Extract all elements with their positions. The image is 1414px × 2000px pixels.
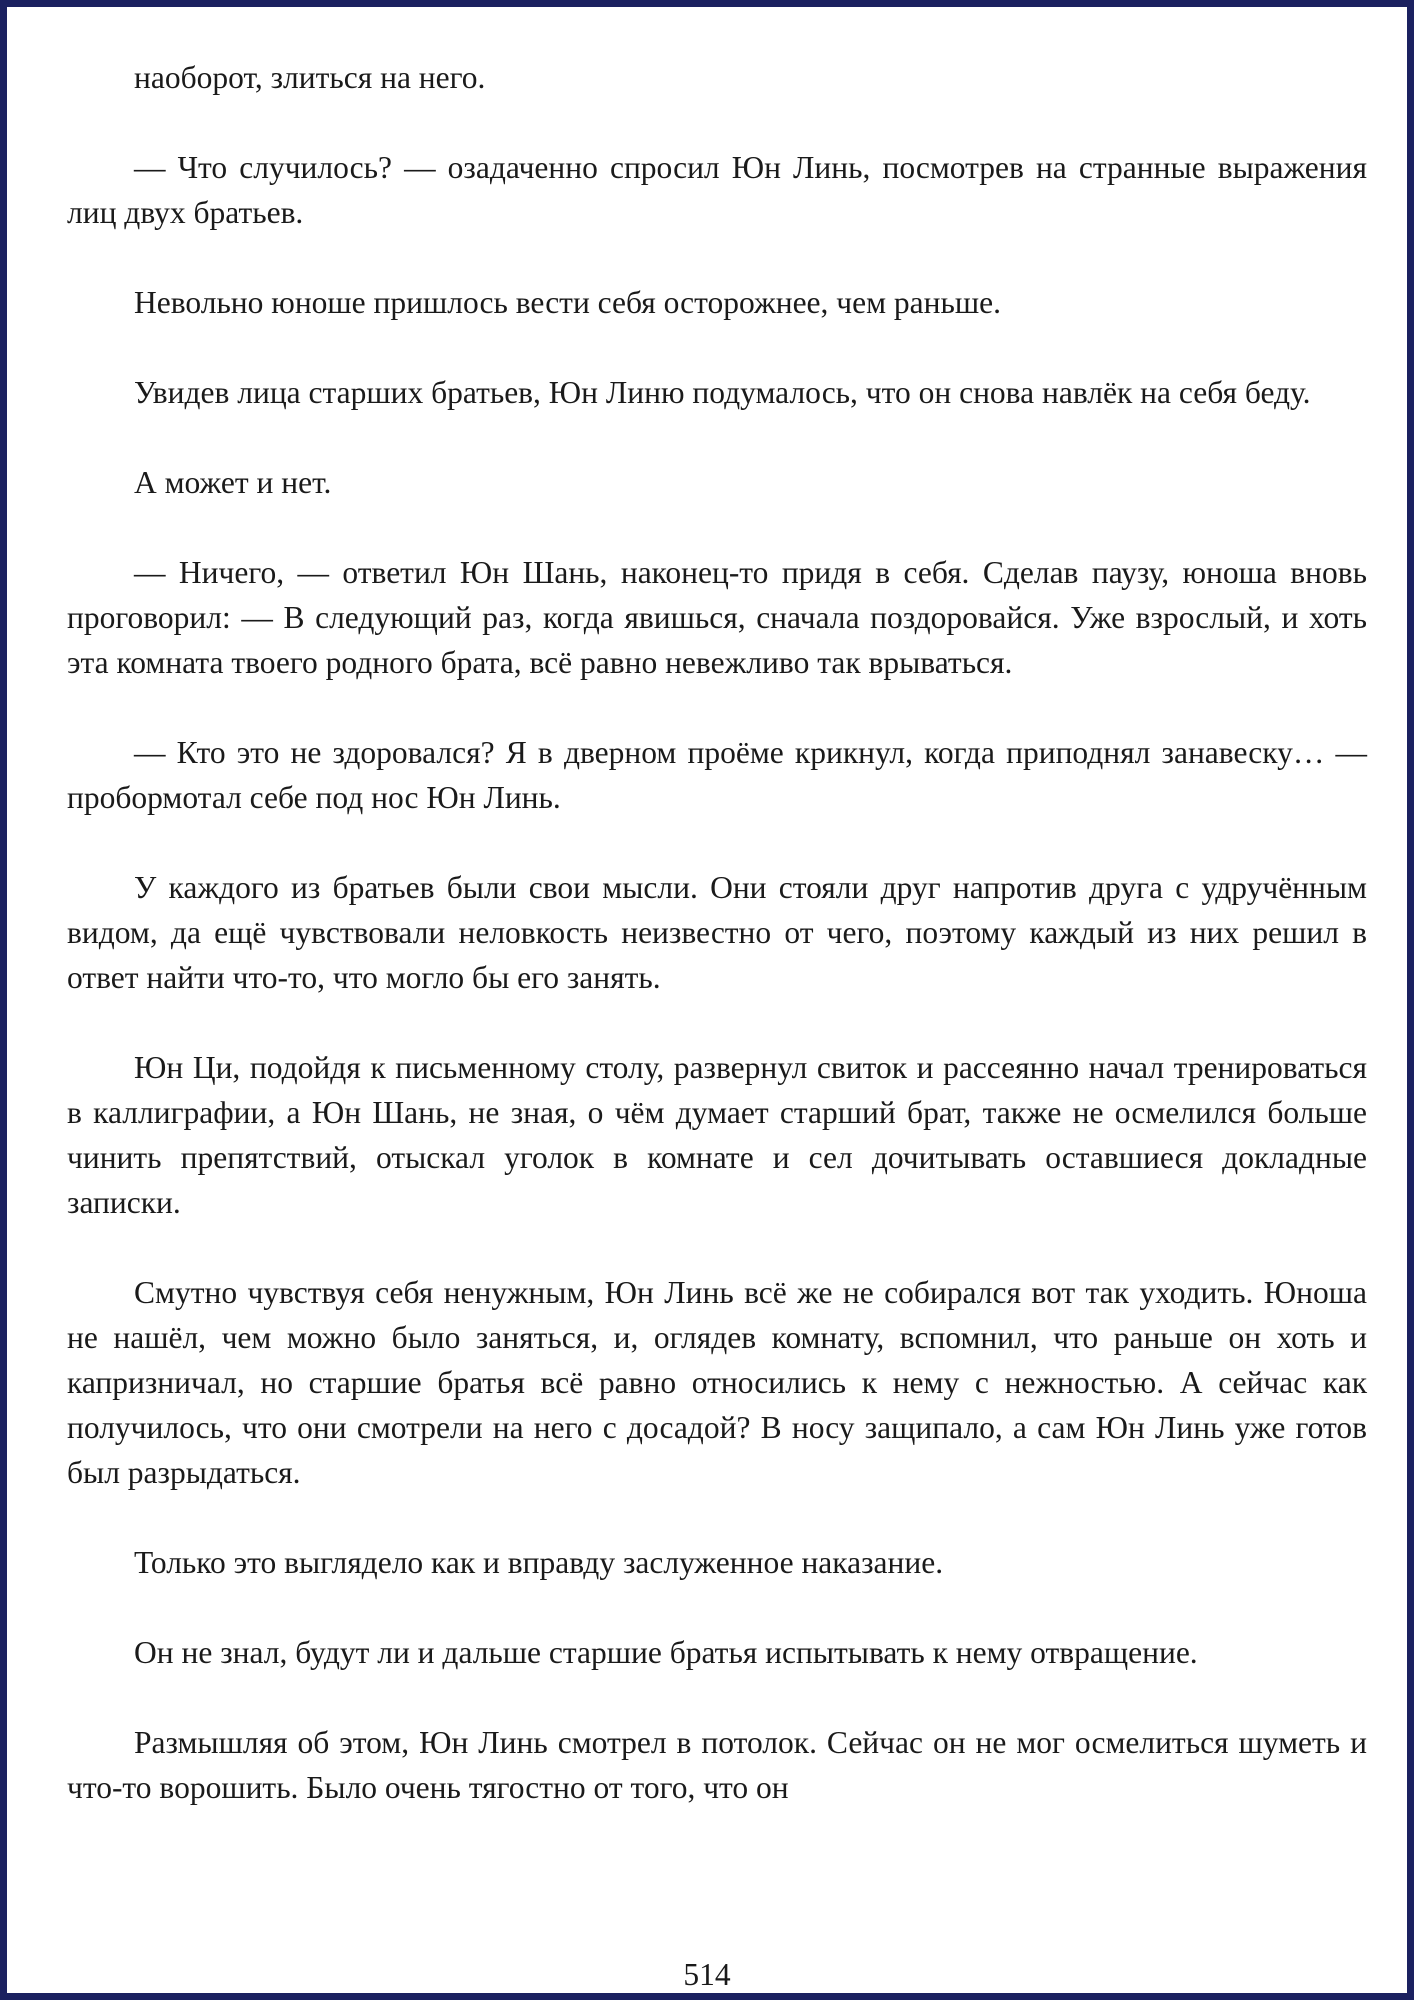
paragraph: Увидев лица старших братьев, Юн Линю подумалось, что он снова навлёк на себя беду. [134,375,1311,410]
paragraph: — Ничего, — ответил Юн Шань, наконец-то придя в себя. Сделав паузу, юноша вновь проговорил: — В следующий раз, когда явишься, сначала поздоровайся. Уже взрослый, и хоть эта комната твоего родного брата, всё равно невежливо так врываться. [67,555,1367,680]
paragraph: Невольно юноше пришлось вести себя осторожнее, чем раньше. [134,285,1001,320]
paragraph: — Кто это не здоровался? Я в дверном проёме крикнул, когда приподнял занавеску… — пробормотал себе под нос Юн Линь. [67,735,1367,815]
paragraph: — Что случилось? — озадаченно спросил Юн Линь, посмотрев на странные выражения лиц двух братьев. [67,150,1367,230]
page-number: 514 [683,1957,731,1992]
paragraph: А может и нет. [134,465,332,500]
paragraph: Смутно чувствуя себя ненужным, Юн Линь всё же не собирался вот так уходить. Юноша не нашёл, чем можно было заняться, и, оглядев комнату, вспомнил, что раньше он хоть и капризничал, но старшие братья всё равно относились к нему с нежностью. А сейчас как получилось, что они смотрели на него с досадой? В носу защипало, а сам Юн Линь уже готов был разрыдаться. [67,1275,1367,1490]
paragraph: Он не знал, будут ли и дальше старшие братья испытывать к нему отвращение. [134,1635,1198,1670]
paragraph: Только это выглядело как и вправду заслуженное наказание. [134,1545,944,1580]
paragraph: Юн Ци, подойдя к письменному столу, развернул свиток и рассеянно начал тренироваться в каллиграфии, а Юн Шань, не зная, о чём думает старший брат, также не осмелился больше чинить препятствий, отыскал уголок в комнате и сел дочитывать оставшиеся докладные записки. [67,1050,1367,1220]
paragraph: У каждого из братьев были свои мысли. Они стояли друг напротив друга с удручённым видом, да ещё чувствовали неловкость неизвестно от чего, поэтому каждый из них решил в ответ найти что-то, что могло бы его занять. [67,870,1367,995]
paragraph: наоборот, злиться на него. [134,60,486,95]
text-body [67,55,1367,1810]
paragraph: Размышляя об этом, Юн Линь смотрел в потолок. Сейчас он не мог осмелиться шуметь и что-то ворошить. Было очень тягостно от того, что он [67,1725,1367,1805]
